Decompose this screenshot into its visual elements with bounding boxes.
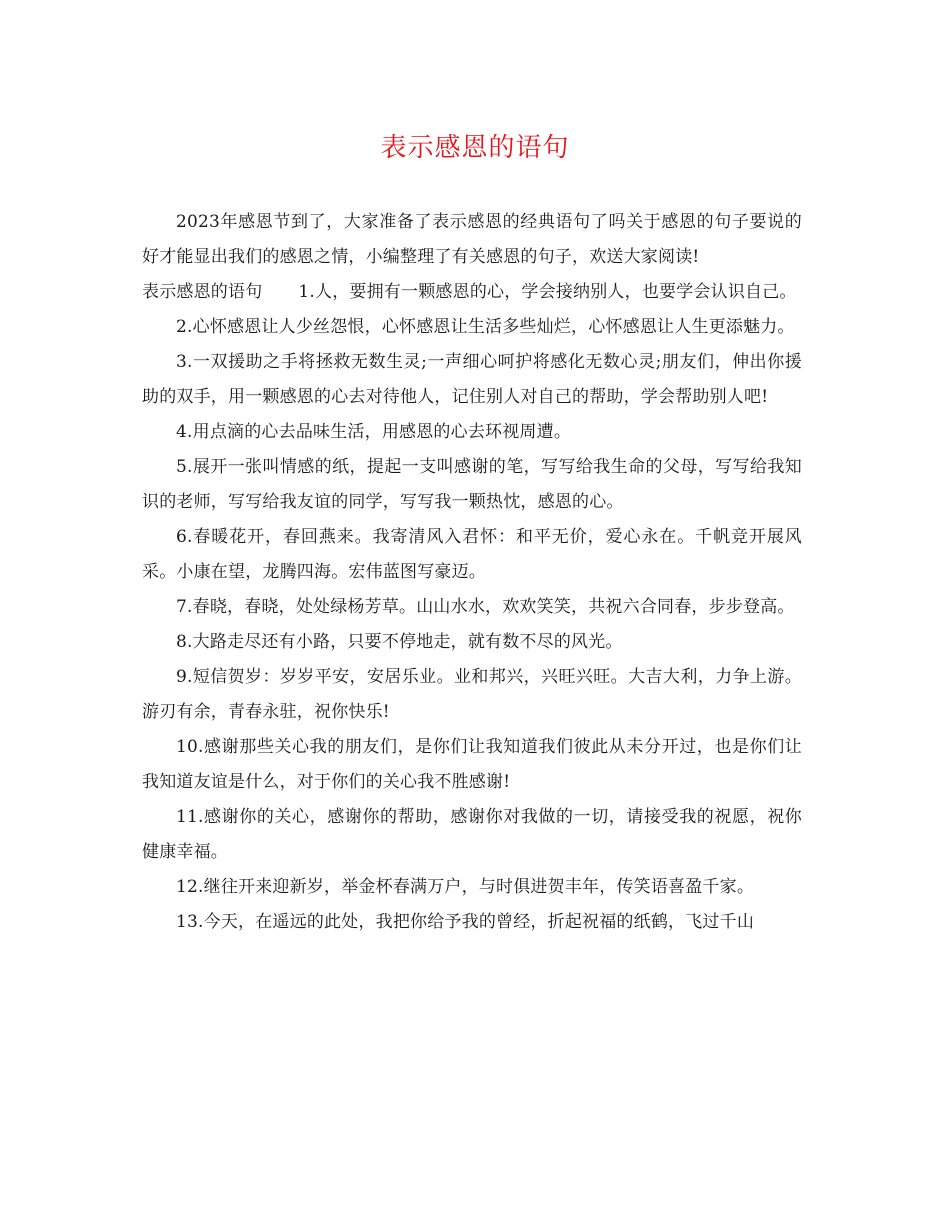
document-title: 表示感恩的语句 <box>380 133 570 163</box>
document-body <box>142 205 802 940</box>
list-item: 12.继往开来迎新岁，举金杯春满万户，与时俱进贺丰年，传笑语喜盈千家。 <box>176 877 755 897</box>
list-item: 8.大路走尽还有小路，只要不停地走，就有数不尽的风光。 <box>176 632 623 652</box>
list-item: 13.今天，在遥远的此处，我把你给予我的曾经，折起祝福的纸鹤，飞过千山 <box>176 912 755 932</box>
list-item: 1.人，要拥有一颗感恩的心，学会接纳别人，也要学会认识自己。 <box>298 282 797 302</box>
list-item: 11.感谢你的关心，感谢你的帮助，感谢你对我做的一切，请接受我的祝愿，祝你健康幸福。 <box>142 807 802 862</box>
list-item: 9.短信贺岁：岁岁平安，安居乐业。业和邦兴，兴旺兴旺。大吉大利，力争上游。游刃有余，青春永驻，祝你快乐! <box>142 667 802 722</box>
list-item: 3.一双援助之手将拯救无数生灵;一声细心呵护将感化无数心灵;朋友们，伸出你援助的双手，用一颗感恩的心去对待他人，记住别人对自己的帮助，学会帮助别人吧! <box>142 352 802 407</box>
list-item: 2.心怀感恩让人少丝怨恨，心怀感恩让生活多些灿烂，心怀感恩让人生更添魅力。 <box>176 317 795 337</box>
list-item: 7.春晓，春晓，处处绿杨芳草。山山水水，欢欢笑笑，共祝六合同春，步步登高。 <box>176 597 795 617</box>
list-item: 4.用点滴的心去品味生活，用感恩的心去环视周遭。 <box>176 422 572 442</box>
intro-paragraph: 2023年感恩节到了，大家准备了表示感恩的经典语句了吗关于感恩的句子要说的好才能显出我们的感恩之情，小编整理了有关感恩的句子，欢送大家阅读! <box>142 212 802 267</box>
list-item: 5.展开一张叫情感的纸，提起一支叫感谢的笔，写写给我生命的父母，写写给我知识的老师，写写给我友谊的同学，写写我一颗热忱，感恩的心。 <box>142 457 802 512</box>
list-item: 6.春暖花开，春回燕来。我寄清风入君怀：和平无价，爱心永在。千帆竞开展风采。小康在望，龙腾四海。宏伟蓝图写豪迈。 <box>142 527 802 582</box>
section-label: 表示感恩的语句 <box>142 282 263 302</box>
section-paragraph <box>142 275 802 310</box>
list-item: 10.感谢那些关心我的朋友们，是你们让我知道我们彼此从未分开过，也是你们让我知道友谊是什么，对于你们的关心我不胜感谢! <box>142 737 802 792</box>
